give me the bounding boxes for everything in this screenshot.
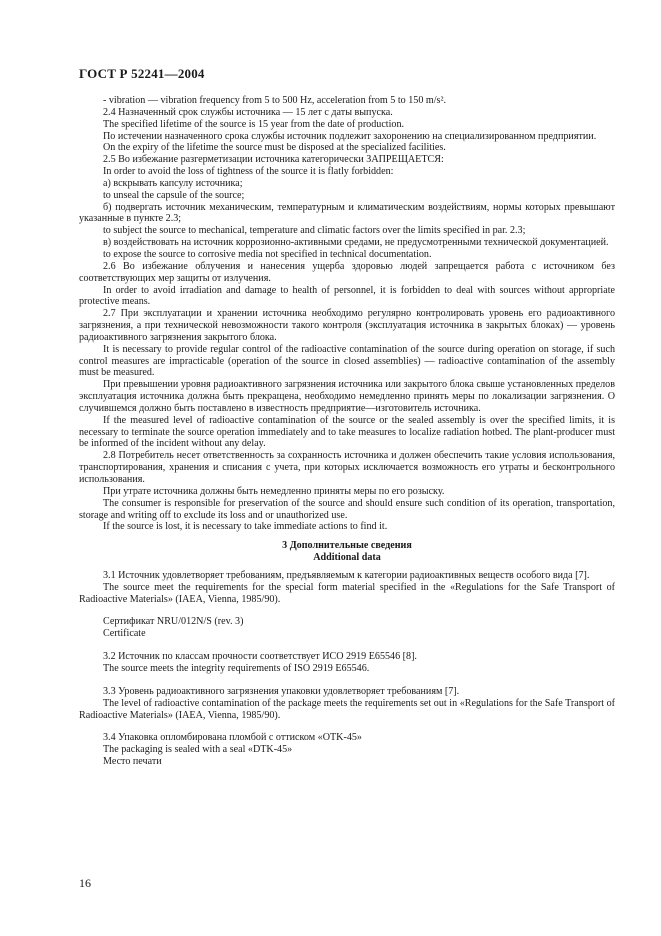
- paragraph: По истечении назначенного срока службы источник подлежит захоронению на специализированном предприятии.: [103, 130, 597, 142]
- document-body: [79, 95, 615, 768]
- paragraph: 2.4 Назначенный срок службы источника — 15 лет с даты выпуска.: [103, 106, 393, 118]
- paragraph: The packaging is sealed with a seal «DTK-45»: [103, 744, 293, 756]
- paragraph: в) воздействовать на источник коррозионно-активными средами, не предусмотренными технической документацией.: [103, 237, 609, 249]
- paragraph: При превышении уровня радиоактивного загрязнения источника или закрытого блока свыше установленных пределов эксплуатация источника должна быть прекращена, необходимо немедленно принять меры по локализации загрязнения. О случившемся должно быть поставлено в известность предприятие—изготовитель источника.: [79, 379, 615, 414]
- section-3-heading: [79, 540, 615, 564]
- paragraph: При утрате источника должны быть немедленно приняты меры по его розыску.: [103, 485, 445, 497]
- paragraph: If the source is lost, it is necessary to take immediate actions to find it.: [103, 521, 388, 533]
- paragraph: 3.2 Источник по классам прочности соответствует ИСО 2919 E65546 [8].: [103, 651, 417, 663]
- stamp-place-label: Место печати: [103, 756, 162, 768]
- paragraph: The source meet the requirements for the special form material specified in the «Regulations for the Safe Transport of Radioactive Materials» (IAEA, Vienna, 1985/90).: [79, 581, 615, 605]
- paragraph: In order to avoid the loss of tightness of the source it is flatly forbidden:: [103, 166, 394, 178]
- paragraph: 2.6 Во избежание облучения и нанесения ущерба здоровью людей запрещается работа с источником без соответствующих мер защиты от излучения.: [79, 260, 615, 284]
- paragraph: If the measured level of radioactive contamination of the source or the sealed assembly is over the specified limits, it is necessary to terminate the source operation immediately and to take measures to localize radiation hotbed. The plant-producer must be informed of the incident without any delay.: [79, 414, 615, 450]
- paragraph: Certificate: [103, 628, 146, 640]
- paragraph: 2.5 Во избежание разгерметизации источника категорически ЗАПРЕЩАЕТСЯ:: [103, 154, 444, 166]
- paragraph: The level of radioactive contamination of the package meets the requirements set out in «Regulations for the Safe Transport of Radioactive Materials» (IAEA, Vienna, 1985/90).: [79, 697, 615, 721]
- paragraph: to unseal the capsule of the source;: [103, 189, 245, 201]
- paragraph: The source meets the integrity requirements of ISO 2919 E65546.: [103, 662, 370, 674]
- paragraph: On the expiry of the lifetime the source must be disposed at the specialized facilities.: [103, 142, 446, 154]
- paragraph: The consumer is responsible for preservation of the source and should ensure such condition of its operation, transportation, storage and writing off to exclude its loss and or unauthorized use.: [79, 497, 615, 521]
- section-title-ru: 3 Дополнительные сведения: [282, 540, 412, 552]
- paragraph: to expose the source to corrosive media not specified in technical documentation.: [103, 248, 432, 260]
- paragraph: 3.4 Упаковка опломбирована пломбой с оттиском «OTK-45»: [103, 732, 362, 744]
- paragraph: а) вскрывать капсулу источника;: [103, 177, 243, 189]
- paragraph: It is necessary to provide regular control of the radioactive contamination of the source during operation on storage, if such control measures are impracticable (operation of the source in closed assemblies) — radioactive contamination of the assembly must be measured.: [79, 343, 615, 379]
- paragraph: 3.3 Уровень радиоактивного загрязнения упаковки удовлетворяет требованиям [7].: [103, 685, 460, 697]
- paragraph: 2.7 При эксплуатации и хранении источника необходимо регулярно контролировать уровень его радиоактивного загрязнения, а при технической невозможности такого контроля (эксплуатация источника в закрытых блоках) — уровень радиоактивного загрязнения закрытого блока.: [79, 308, 615, 343]
- page-number: 16: [79, 876, 91, 890]
- paragraph: 2.8 Потребитель несет ответственность за сохранность источника и должен обеспечить такие условия использования, транспортирования, хранения и списания с учета, при которых исключается возможность его утраты и бесконтрольного использования.: [79, 450, 615, 485]
- paragraph: to subject the source to mechanical, temperature and climatic factors over the limits specified in par. 2.3;: [103, 225, 526, 237]
- paragraph: Сертификат NRU/012N/S (rev. 3): [103, 616, 244, 628]
- paragraph: - vibration — vibration frequency from 5 to 500 Hz, acceleration from 5 to 150 m/s².: [103, 95, 447, 106]
- paragraph: 3.1 Источник удовлетворяет требованиям, предъявляемым к категории радиоактивных веществ особого вида [7].: [103, 569, 590, 581]
- paragraph: The specified lifetime of the source is 15 year from the date of production.: [103, 118, 405, 130]
- section-title-en: Additional data: [313, 552, 381, 564]
- standard-header: ГОСТ Р 52241—2004: [79, 66, 205, 81]
- paragraph: In order to avoid irradiation and damage to health of personnel, it is forbidden to deal with sources without appropriate protective means.: [79, 284, 615, 308]
- paragraph: б) подвергать источник механическим, температурным и климатическим воздействиям, нормы которых превышают указанные в пункте 2.3;: [79, 201, 615, 225]
